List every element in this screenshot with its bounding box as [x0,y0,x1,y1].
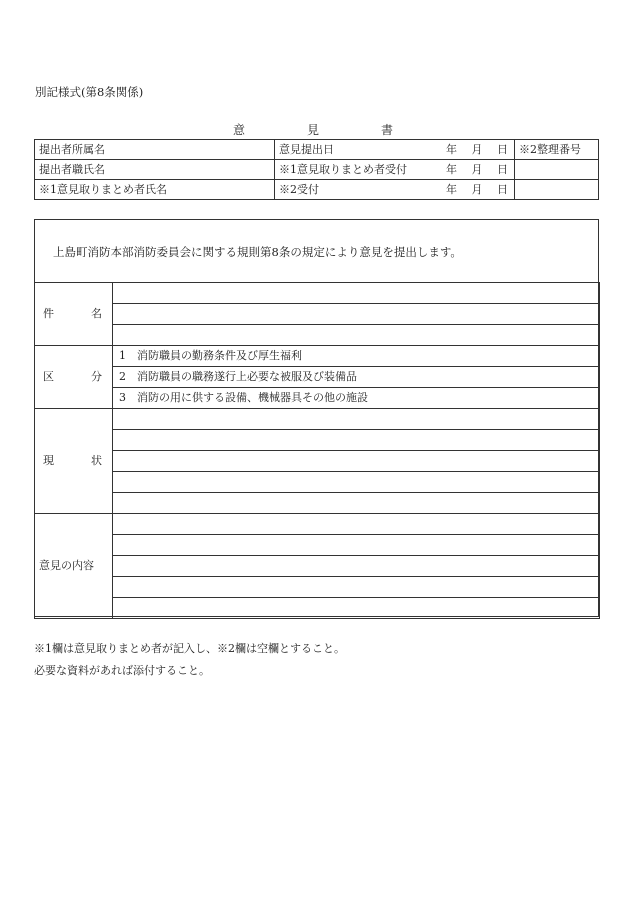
day-label: 日 [497,183,508,196]
title-char: 見 [306,123,319,137]
name-label: 提出者職氏名 [35,160,275,180]
year-label: 年 [446,163,457,176]
category-label-cell [35,346,113,409]
status-line[interactable] [113,409,600,430]
month-label: 月 [471,163,483,176]
subject-line[interactable] [113,283,600,304]
table-row [35,304,600,325]
subject-label-cell [35,283,113,346]
opinion-form-body [34,219,599,617]
affiliation-label: 提出者所属名 [35,140,275,160]
year-label: 年 [446,183,457,196]
summary-receipt-label: ※1意見取りまとめ者受付 [279,163,407,176]
summarizer-name-label: ※1意見取りまとめ者氏名 [35,180,275,200]
category-option-2[interactable] [113,367,600,388]
category-number: 1 [119,349,126,362]
opinion-line[interactable] [113,577,600,598]
table-row [35,514,600,535]
status-label-2: 状 [91,454,102,467]
subject-label-1: 件 [43,307,54,320]
table-row [35,556,600,577]
table-row [35,325,600,346]
receipt-extra-value[interactable] [515,180,599,200]
status-label-cell [35,409,113,514]
table-row [35,367,600,388]
day-label: 日 [497,163,508,176]
status-line[interactable] [113,472,600,493]
note-line: ※1欄は意見取りまとめ者が記入し、※2欄は空欄とすること。 [34,642,345,655]
table-row [35,451,600,472]
submit-date-label: 意見提出日 [279,143,334,156]
category-text: 消防職員の勤務条件及び厚生福利 [137,349,302,362]
category-option-3[interactable] [113,388,600,409]
title-char: 意 [233,123,246,137]
table-row [35,283,600,304]
ref-number-value[interactable] [515,160,599,180]
title-char: 書 [380,123,393,137]
note-line: 必要な資料があれば添付すること。 [34,664,210,677]
status-line[interactable] [113,430,600,451]
status-line[interactable] [113,451,600,472]
category-option-1[interactable] [113,346,600,367]
category-number: 3 [119,391,126,404]
receipt-field[interactable] [275,180,515,200]
subject-line[interactable] [113,325,600,346]
status-label-1: 現 [43,454,54,467]
month-label: 月 [471,183,483,196]
subject-line[interactable] [113,304,600,325]
status-line[interactable] [113,493,600,514]
receipt-label: ※2受付 [279,183,319,196]
table-row [35,180,599,200]
opinion-line[interactable] [113,514,600,535]
summary-receipt-field[interactable] [275,160,515,180]
table-row [35,535,600,556]
opinion-label: 意見の内容 [39,559,94,572]
document-title [233,121,393,138]
year-label: 年 [446,143,457,156]
category-text: 消防職員の職務遂行上必要な被服及び装備品 [137,370,357,383]
form-label: 別記様式(第8条関係) [35,85,144,99]
table-row [35,472,600,493]
category-label-1: 区 [43,370,54,383]
opinion-line[interactable] [113,598,600,619]
table-row [35,430,600,451]
opinion-line[interactable] [113,556,600,577]
opinion-table [34,282,600,619]
opinion-label-cell [35,514,113,619]
subject-label-2: 名 [91,307,102,320]
ref-number-label: ※2整理番号 [515,140,599,160]
table-row [35,388,600,409]
category-label-2: 分 [91,370,102,383]
category-number: 2 [119,370,126,383]
day-label: 日 [497,143,508,156]
submitter-info-table [34,139,599,200]
table-row [35,493,600,514]
intro-statement: 上島町消防本部消防委員会に関する規則第8条の規定により意見を提出します。 [53,245,462,259]
opinion-line[interactable] [113,535,600,556]
table-row [35,598,600,619]
category-text: 消防の用に供する設備、機械器具その他の施設 [137,391,368,404]
submit-date-field[interactable] [275,140,515,160]
table-row [35,346,600,367]
notes [34,638,345,682]
month-label: 月 [471,143,483,156]
table-row [35,160,599,180]
table-row [35,409,600,430]
table-row [35,140,599,160]
table-row [35,577,600,598]
